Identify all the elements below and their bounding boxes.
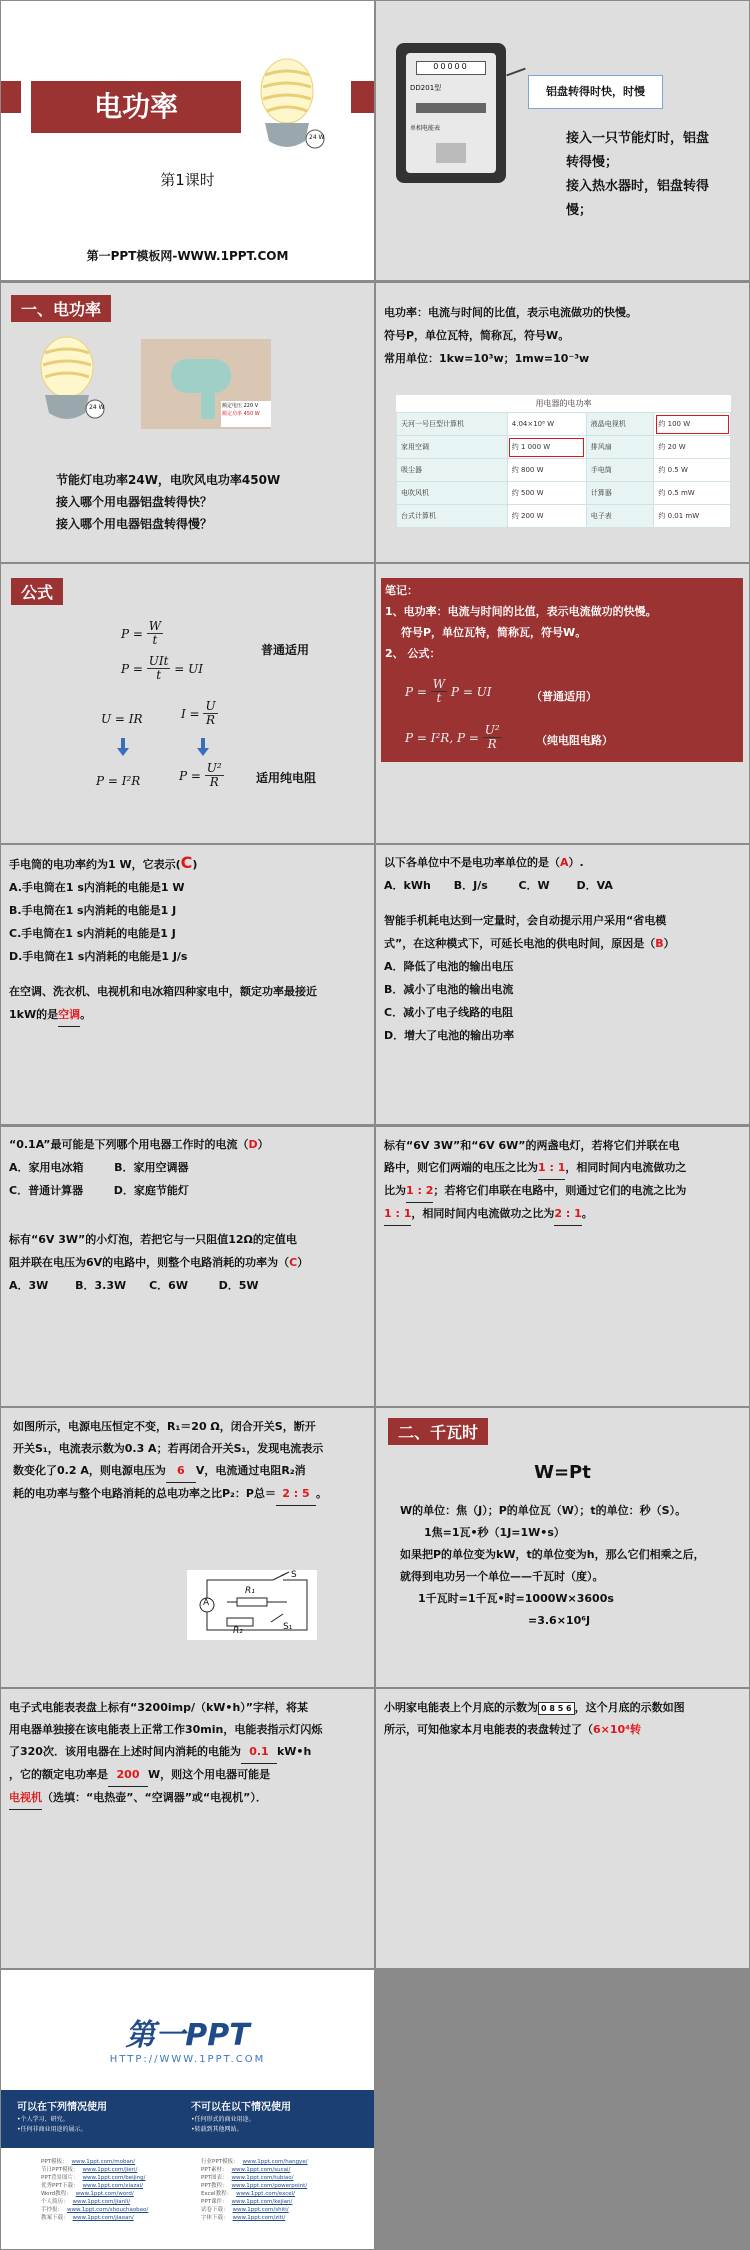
link-item[interactable] — [41, 2198, 201, 2206]
question-2a: 智能手机耗电达到一定量时，会自动提示用户采用“省电模 — [384, 914, 667, 927]
link-item[interactable] — [41, 2166, 201, 2174]
formula-current: I = $\frac{U}{R}$ — [181, 699, 216, 727]
pure-label: 适用纯电阻 — [256, 771, 317, 785]
link-item[interactable] — [201, 2182, 361, 2190]
section-banner: 公式 — [11, 578, 63, 605]
link-label: PPT背景图片： — [41, 2175, 79, 2181]
slide-credits — [1, 1970, 374, 2249]
question-2a: 在空调、洗衣机、电视机和电冰箱四种家电中，额定功率最接近 — [9, 985, 317, 998]
section-banner: 二、千瓦时 — [388, 1418, 488, 1445]
question-2a: 标有“6V 3W”的小灯泡，若把它与一只阻值12Ω的定值电 — [9, 1233, 297, 1246]
slide-quiz-5 — [1, 1689, 374, 1968]
link-label: PPT课件： — [201, 2199, 228, 2205]
link-label: 行业PPT模板： — [201, 2159, 239, 2165]
answer: 1 : 1 — [538, 1157, 565, 1180]
slide-power-intro — [1, 283, 374, 562]
link-item[interactable] — [201, 2166, 361, 2174]
answer-2: 空调 — [58, 1003, 80, 1027]
text-line: 标有“6V 3W”和“6V 6W”的两盏电灯，若将它们并联在电 — [384, 1139, 680, 1152]
bulb-label: 24 W — [309, 134, 325, 141]
text-line: ，它的额定电功率是 — [9, 1768, 108, 1781]
callout-text: 铝盘转得时快，时慢 — [546, 85, 645, 98]
text-line: 慢； — [566, 203, 593, 218]
option: C.手电筒在1 s内消耗的电能是1 J — [9, 927, 176, 940]
text-line: 转得慢； — [566, 155, 619, 170]
table-row — [397, 459, 731, 482]
answer: 6×10⁴转 — [593, 1723, 641, 1736]
formula: W=Pt — [534, 1462, 591, 1483]
formula-ohm: U = IR — [101, 712, 143, 726]
answer: 2 : 5 — [276, 1483, 316, 1506]
slide-title — [1, 1, 374, 280]
formula-pi2r: P = I²R — [96, 774, 141, 788]
question-end: ） — [297, 1256, 309, 1269]
answer: A — [560, 856, 569, 869]
link-item[interactable] — [201, 2158, 361, 2166]
link-item[interactable] — [201, 2190, 361, 2198]
link-item[interactable] — [41, 2190, 201, 2198]
link-url[interactable]: www.1ppt.com/moban/ — [71, 2159, 136, 2165]
question-end: ) — [192, 858, 198, 871]
usage-panel — [1, 2090, 374, 2148]
option: A．降低了电池的输出电压 — [384, 960, 514, 973]
text-line: 耗的电功率与整个电路消耗的总电功率之比P₂：P总＝ — [13, 1487, 276, 1500]
question-end: ） — [257, 1138, 269, 1151]
answer: 1 : 2 — [406, 1180, 433, 1203]
slide-quiz-1 — [1, 845, 374, 1124]
link-label: PPT教程： — [201, 2183, 228, 2189]
formula-block: P = $\frac{W}{t}$ P = $\frac{\text{UIt}}{t}$ = UI — [121, 619, 203, 682]
link-label: PPT模板： — [41, 2159, 68, 2165]
cannot-item: •任何形式的商业用途。 — [191, 2116, 255, 2123]
table-cell: 天河一号巨型计算机 — [397, 413, 508, 436]
circuit-diagram — [187, 1570, 317, 1640]
text-line: ，相同时间内电流做功之 — [565, 1161, 687, 1174]
link-url[interactable]: www.1ppt.com/jieri/ — [82, 2167, 138, 2173]
formula-pu2r: P = $\frac{\text{U²}}{R}$ — [179, 761, 222, 789]
link-label: PPT素材： — [201, 2167, 228, 2173]
answer: D — [248, 1138, 258, 1151]
link-url[interactable]: www.1ppt.com/shiti/ — [232, 2207, 289, 2213]
text-line: 节能灯电功率24W，电吹风电功率450W — [56, 473, 281, 487]
table-cell: 家用空调 — [397, 436, 508, 459]
arrow-down-icon — [117, 738, 129, 756]
text-line: =3.6×10⁶J — [528, 1614, 591, 1627]
text-line: ，这个月底的示数如图 — [574, 1701, 685, 1714]
text-line: 电子式电能表表盘上标有“3200imp/（kW•h）”字样，将某 — [9, 1701, 309, 1714]
text-line: V，电流通过电阻R₂消 — [195, 1464, 306, 1477]
label-r2: R₂ — [233, 1626, 243, 1636]
cannot-title: 不可以在以下情况使用 — [191, 2102, 291, 2113]
link-label: PPT图表： — [201, 2175, 228, 2181]
brand-logo: 第一PPT — [125, 2018, 250, 2053]
option: B.手电筒在1 s内消耗的电能是1 J — [9, 904, 177, 917]
text-line: 小明家电能表上个月底的示数为 — [384, 1701, 538, 1714]
slide-circuit — [1, 1408, 374, 1687]
text-line: 1千瓦时=1千瓦•时=1000W×3600s — [418, 1592, 614, 1605]
slide-definition — [376, 283, 749, 562]
table-row — [397, 436, 731, 459]
link-url[interactable]: www.1ppt.com/jiaoan/ — [72, 2215, 134, 2221]
table-cell: 电子表 — [586, 505, 654, 528]
option: D.手电筒在1 s内消耗的电能是1 J/s — [9, 950, 188, 963]
text-line: W的单位：焦（J）；P的单位瓦（W）；t的单位：秒（S）。 — [400, 1504, 687, 1517]
empty-area — [376, 1970, 749, 2249]
table-cell: 台式计算机 — [397, 505, 508, 528]
link-label: 试卷下载： — [201, 2207, 229, 2213]
notes-box — [381, 578, 743, 762]
meter-sub: 单相电能表 — [410, 125, 441, 132]
notes-pure: （纯电阻电路） — [536, 734, 613, 747]
link-url[interactable]: www.1ppt.com/jianli/ — [72, 2199, 131, 2205]
link-url[interactable]: www.1ppt.com/tubiao/ — [231, 2175, 294, 2181]
link-label: 优秀PPT下载： — [41, 2183, 79, 2189]
link-url[interactable]: www.1ppt.com/xiazai/ — [82, 2183, 144, 2189]
answer: 0.1 — [241, 1741, 277, 1764]
table-cell: 约 500 W — [507, 482, 586, 505]
table-cell: 电吹风机 — [397, 482, 508, 505]
link-list — [41, 2158, 361, 2222]
table-row — [397, 482, 731, 505]
meter-digits: 00000 — [416, 61, 486, 75]
link-item[interactable] — [201, 2174, 361, 2182]
text-line: 符号P，单位瓦特，简称瓦，符号W。 — [384, 329, 570, 342]
text-line: 。 — [315, 1487, 327, 1500]
question-stem: “0.1A”最可能是下列哪个用电器工作时的电流（ — [9, 1138, 249, 1151]
table-cell: 约 20 W — [654, 436, 731, 459]
table-title: 用电器的电功率 — [535, 399, 592, 408]
notes-title: 笔记： — [385, 584, 418, 597]
meter-code: DD201型 — [410, 84, 442, 92]
option: C．减小了电子线路的电阻 — [384, 1006, 514, 1019]
slide-quiz-3 — [1, 1127, 374, 1406]
question-end: 。 — [80, 1008, 92, 1021]
dryer-spec: 额定电压 220 V — [222, 403, 259, 409]
arrow-down-icon — [197, 738, 209, 756]
link-item[interactable] — [201, 2198, 361, 2206]
text-line: 比为 — [384, 1184, 406, 1197]
text-line: 接入热水器时，铝盘转得 — [566, 179, 710, 194]
option: A.手电筒在1 s内消耗的电能是1 W — [9, 881, 185, 894]
table-cell: 约 800 W — [507, 459, 586, 482]
text-line: 用电器单独接在该电能表上正常工作30min，电能表指示灯闪烁 — [9, 1723, 323, 1736]
notes-line: 符号P，单位瓦特，简称瓦，符号W。 — [401, 626, 587, 639]
link-item[interactable] — [201, 2214, 361, 2222]
notes-formula-1: P = $\frac{W}{t}$ P = UI — [405, 677, 492, 705]
text-line: kW•h — [276, 1745, 312, 1758]
table-cell: 计算器 — [586, 482, 654, 505]
table-cell: 约 1 000 W — [507, 436, 586, 459]
table-cell: 约 200 W — [507, 505, 586, 528]
link-url[interactable]: www.1ppt.com/shouchaobao/ — [67, 2207, 149, 2213]
answer: C — [180, 853, 193, 872]
text-line: 常用单位：1kw=10³w；1mw=10⁻³w — [384, 352, 590, 365]
text-line: 接入哪个用电器铝盘转得慢？ — [56, 517, 213, 531]
meter-image — [396, 43, 506, 183]
option: B．减小了电池的输出电流 — [384, 983, 514, 996]
site-label: 第一PPT模板网-WWW.1PPT.COM — [86, 249, 289, 263]
link-url[interactable]: www.1ppt.com/beijing/ — [82, 2175, 146, 2181]
slide-kwh — [376, 1408, 749, 1687]
label-ammeter: A — [203, 1598, 210, 1608]
link-label: Word教程： — [41, 2191, 72, 2197]
link-item[interactable] — [201, 2206, 361, 2214]
table-cell: 4.04×10⁶ W — [507, 413, 586, 436]
section-banner: 一、电功率 — [11, 295, 111, 322]
lesson-subtitle: 第1课时 — [160, 171, 215, 189]
bulb-image — [31, 333, 111, 433]
text-line: 1焦=1瓦•秒（1J=1W•s） — [424, 1526, 565, 1539]
cannot-item: •转载到其他网站。 — [191, 2126, 243, 2133]
link-url[interactable]: www.1ppt.com/ziti/ — [232, 2215, 286, 2221]
table-cell: 约 100 W — [654, 413, 731, 436]
link-url[interactable]: www.1ppt.com/kejian/ — [231, 2199, 293, 2205]
brand-url: HTTP://WWW.1PPT.COM — [109, 2054, 266, 2065]
question-text — [9, 851, 369, 876]
general-label: 普通适用 — [261, 643, 310, 657]
dryer-spec: 额定功率 450 W — [222, 411, 260, 417]
text-line: 所示，可知他家本月电能表的表盘转过了（ — [384, 1723, 593, 1736]
option-row: A．3W B．3.3W C．6W D．5W — [9, 1279, 259, 1292]
label-switch-s: S — [291, 1570, 297, 1580]
question-end: ）. — [568, 856, 584, 869]
link-label: Excel教程： — [201, 2191, 233, 2197]
label-s1: S₁ — [283, 1622, 293, 1632]
answer: 电视机 — [9, 1787, 42, 1810]
table-cell: 手电筒 — [586, 459, 654, 482]
link-url[interactable]: www.1ppt.com/word/ — [75, 2191, 134, 2197]
question-2b: 阻并联在电压为6V的电路中，则整个电路消耗的功率为（ — [9, 1256, 290, 1269]
text-line: 电功率：电流与时间的比值，表示电流做功的快慢。 — [384, 306, 637, 319]
can-item: •个人学习、研究。 — [17, 2116, 69, 2123]
notes-line: 2、 公式： — [385, 647, 441, 660]
slide-notes — [376, 564, 749, 843]
link-url[interactable]: www.1ppt.com/hangye/ — [242, 2159, 308, 2165]
slide-quiz-2 — [376, 845, 749, 1124]
question-2b: 1kW的是 — [9, 1008, 59, 1021]
power-table — [396, 395, 731, 528]
text-line: 接入哪个用电器铝盘转得快？ — [56, 495, 213, 509]
question-2b: 式”，在这种模式下，可延长电池的供电时间，原因是（ — [384, 937, 656, 950]
table-cell: 约 0.5 mW — [654, 482, 731, 505]
can-item: •任何非商业用途的展示。 — [17, 2126, 87, 2133]
option-row: C．普通计算器 D．家庭节能灯 — [9, 1184, 189, 1197]
table-cell: 约 0.5 W — [654, 459, 731, 482]
answer: 6 — [166, 1460, 196, 1483]
text-line: 接入一只节能灯时，铝盘 — [566, 131, 710, 146]
text-line: 。 — [581, 1207, 593, 1220]
text-line: W，则这个用电器可能是 — [148, 1768, 271, 1781]
link-label: 手抄报： — [41, 2207, 64, 2213]
link-label: 个人简历： — [41, 2199, 69, 2205]
bulb-label: 24 W — [89, 404, 105, 411]
table-row — [397, 413, 731, 436]
text-line: ，相同时间内电流做功之比为 — [411, 1207, 555, 1220]
link-item[interactable] — [41, 2214, 201, 2222]
link-item[interactable] — [41, 2174, 201, 2182]
slide-quiz-4 — [376, 1127, 749, 1406]
slide-quiz-6 — [376, 1689, 749, 1968]
table-cell: 排风扇 — [586, 436, 654, 459]
bulb-image — [251, 53, 331, 163]
hairdryer-image — [141, 339, 271, 429]
text-line: 开关S₁，电流表示数为0.3 A；若再闭合开关S₁，发现电流表示 — [13, 1442, 324, 1455]
title: 电功率 — [31, 81, 241, 133]
notes-line: 1、电功率：电流与时间的比值，表示电流做功的快慢。 — [385, 605, 657, 618]
text-line: 如果把P的单位变为kW，t的单位变为h，那么它们相乘之后， — [400, 1548, 705, 1561]
question-stem: 手电筒的电功率约为1 W，它表示( — [9, 858, 181, 871]
link-url[interactable]: www.1ppt.com/sucai/ — [231, 2167, 291, 2173]
option-row: A．家用电冰箱 B．家用空调器 — [9, 1161, 189, 1174]
answer: 1 : 1 — [384, 1203, 411, 1226]
link-item[interactable] — [41, 2182, 201, 2190]
text-line: 如图所示，电源电压恒定不变，R₁＝20 Ω，闭合开关S，断开 — [13, 1420, 316, 1433]
text-line: （选填：“电热壶”、“空调器”或“电视机”）． — [42, 1791, 267, 1804]
option: D．增大了电池的输出功率 — [384, 1029, 515, 1042]
answer: 2 : 1 — [554, 1203, 581, 1226]
slide-meter — [376, 1, 749, 280]
notes-general: （普通适用） — [531, 690, 597, 703]
table-row — [397, 505, 731, 528]
table-cell: 液晶电视机 — [586, 413, 654, 436]
answer-2: B — [655, 937, 664, 950]
link-label: 节日PPT模板： — [41, 2167, 79, 2173]
link-url[interactable]: www.1ppt.com/excel/ — [236, 2191, 296, 2197]
answer: 200 — [108, 1764, 148, 1787]
text-line: ；若将它们串联在电路中，则通过它们的电流之比为 — [433, 1184, 687, 1197]
meter-digits: 0 8 5 6 — [538, 1702, 575, 1715]
text-line: 了320次．该用电器在上述时间内消耗的电能为 — [9, 1745, 241, 1758]
link-label: 教案下载： — [41, 2215, 69, 2221]
answer-2: C — [289, 1256, 298, 1269]
text-line: 路中，则它们两端的电压之比为 — [384, 1161, 538, 1174]
question-end: ） — [663, 937, 675, 950]
link-url[interactable]: www.1ppt.com/powerpoint/ — [231, 2183, 308, 2189]
notes-formula-2: P = I²R, P = $\frac{\text{U²}}{R}$ — [405, 723, 500, 751]
link-item[interactable] — [41, 2206, 201, 2214]
label-r1: R₁ — [245, 1586, 255, 1596]
link-label: 字体下载： — [201, 2215, 229, 2221]
text-line: 数变化了0.2 A，则电源电压为 — [13, 1464, 166, 1477]
options: A．kWh B．J/s C．W D．VA — [384, 879, 613, 892]
callout-box — [528, 75, 663, 109]
table-cell: 吸尘器 — [397, 459, 508, 482]
table-body — [396, 412, 731, 528]
slide-formulas — [1, 564, 374, 843]
can-title: 可以在下列情况使用 — [17, 2102, 107, 2113]
table-cell: 约 0.01 mW — [654, 505, 731, 528]
link-item[interactable] — [41, 2158, 201, 2166]
text-line: 就得到电功另一个单位——千瓦时（度）。 — [400, 1570, 604, 1583]
question-stem: 以下各单位中不是电功率单位的是（ — [384, 856, 560, 869]
